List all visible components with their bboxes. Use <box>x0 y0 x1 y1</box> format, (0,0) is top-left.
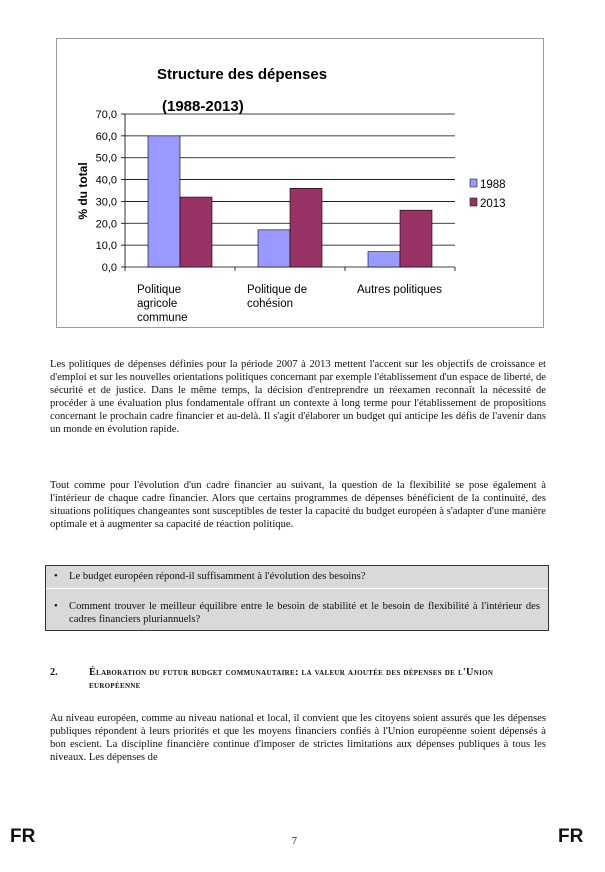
y-tick-labels <box>96 109 117 274</box>
category-label-line: agricole <box>137 298 178 310</box>
question-1 <box>54 570 540 583</box>
language-code-left: FR <box>10 826 36 847</box>
category-labels <box>137 284 442 324</box>
category-label-line: cohésion <box>247 298 294 310</box>
y-tick-label: 0,0 <box>101 262 117 274</box>
bullet-icon: • <box>54 571 58 582</box>
questions-divider <box>46 588 548 589</box>
bar-1988-1 <box>258 230 290 267</box>
bar-2013-2 <box>400 210 432 267</box>
section-title: Élaboration du futur budget communautaire: la valeur ajoutée des dépenses de l'Union européenne <box>89 667 494 691</box>
y-tick-label: 20,0 <box>95 218 117 231</box>
language-code-right: FR <box>558 826 584 847</box>
questions-box <box>45 565 549 631</box>
bar-2013-0 <box>180 197 212 267</box>
chart-title-line1: Structure des dépenses <box>157 66 328 83</box>
category-label <box>247 284 307 310</box>
y-tick-label: 60,0 <box>95 130 117 143</box>
y-tick-label: 50,0 <box>95 152 117 165</box>
legend-label-1988: 1988 <box>480 179 506 191</box>
chart-svg <box>57 39 545 329</box>
bar-2013-1 <box>290 188 322 267</box>
bar-1988-2 <box>368 252 400 267</box>
category-label <box>137 284 188 324</box>
bullet-icon: • <box>54 601 58 612</box>
y-axis-label: % du total <box>76 162 90 220</box>
category-label-line: Autres politiques <box>357 284 443 296</box>
paragraph-2: Tout comme pour l'évolution d'un cadre financier au suivant, la question de la flexibilité se pose également à l'intérieur de chaque cadre financier. Alors que certains programmes de dépenses bénéficient de la continuité, des situations politiques changeantes sont susceptibles de tester la capacité du budget européen à s'adapter d'une manière optimale et à augmenter sa capacité de réaction politique. <box>50 480 546 531</box>
chart-title-line2: (1988-2013) <box>162 98 244 115</box>
page-number: 7 <box>292 836 297 847</box>
legend-label-2013: 2013 <box>480 198 506 210</box>
category-label-line: Politique de <box>247 284 308 296</box>
paragraph-3: Au niveau européen, comme au niveau national et local, il convient que les citoyens soient assurés que les dépenses publiques répondent à leurs priorités et que les moyens financiers confiés à l'Union européenne soient dépensés à bon escient. La discipline financière continue d'imposer de strictes limitations aux dépenses publiques à tous les niveaux. Les dépenses de <box>50 713 546 764</box>
question-1-text: Le budget européen répond-il suffisamment à l'évolution des besoins? <box>69 571 366 582</box>
legend <box>470 179 506 210</box>
y-tick-label: 30,0 <box>95 196 117 209</box>
question-2-text: Comment trouver le meilleur équilibre entre le besoin de stabilité et le besoin de flexibilité à l'intérieur des cadres financiers pluriannuels? <box>69 601 540 625</box>
legend-swatch-1988 <box>470 179 477 187</box>
y-tick-label: 10,0 <box>95 240 117 253</box>
legend-swatch-2013 <box>470 198 477 206</box>
y-tick-label: 40,0 <box>95 174 117 187</box>
section-number: 2. <box>50 667 58 678</box>
paragraph-1: Les politiques de dépenses définies pour la période 2007 à 2013 mettent l'accent sur les objectifs de croissance et d'emploi et sur les nouvelles orientations politiques concernant par exemple l'établissement d'un espace de liberté, de sécurité et de justice. Dans le même temps, la décision d'entreprendre un réexamen reconnaît la nécessité de procéder à une évaluation plus fondamentale offrant un contexte à long terme pour l'établissement de propositions concernant le prochain cadre financier et au-delà. Il s'agit d'élaborer un budget qui anticipe les défis de l'avenir dans un monde en évolution rapide. <box>50 359 546 436</box>
section-heading <box>50 666 546 692</box>
y-tick-label: 70,0 <box>95 109 117 121</box>
question-2 <box>54 600 540 626</box>
bar-1988-0 <box>148 136 180 267</box>
category-label <box>357 284 442 296</box>
category-label-line: Politique <box>137 284 182 296</box>
expenditure-chart <box>56 38 544 328</box>
category-label-line: commune <box>137 312 188 324</box>
